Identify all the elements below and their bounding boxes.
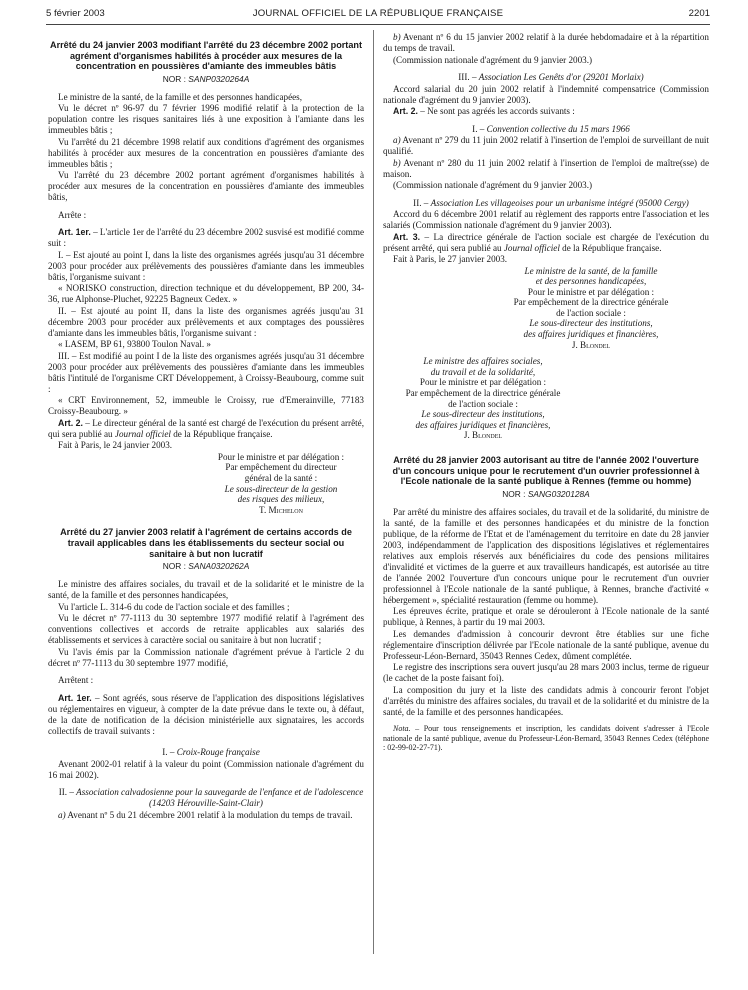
arrete-1-visa: Vu l'arrêté du 21 décembre 1998 relatif aux conditions d'agrément des organismes habilités à procéder aux mesures de la concentration en poussières d'amiante des immeubles bâtis ; [48,136,364,169]
arrete-2-section-2-heading: II. – Association calvadosienne pour la sauvegarde de l'enfance et de l'adolescence (14203 Hérouville-Saint-Clair) [58,787,364,809]
arrete-2-section-2-commission: (Commission nationale d'agrément du 9 janvier 2003.) [393,54,593,65]
arrete-3-title: Arrêté du 28 janvier 2003 autorisant au titre de l'année 2002 l'ouverture d'un concours unique pour le recrutement d'un ouvrier professionnel à l'Ecole nationale de la santé publique à Rennes (femme ou homme) [392,455,700,487]
header-page-number: 2201 [688,8,710,19]
arrete-1-intro: Le ministre de la santé, de la famille et des personnes handicapées, [58,91,303,102]
arrete-2-excluded-2-text: Accord du 6 décembre 2001 relatif au règlement des rapports entre l'association et les salariés (Commission nationale d'agrément du 9 janvier 2003). [383,209,709,230]
signatory-name: J. Blondel [463,430,503,441]
arrete-1-point-2: II. – Est ajouté au point II, dans la liste des organismes agréés jusqu'au 31 décembre 2003 pour procéder aux prélèvements et aux comptages des poussières d'amiante dans les immeubles bâtis, l'organisme suivant : [48,305,364,338]
arrete-2-excluded-1-a: a) Avenant nº 279 du 11 juin 2002 relatif à l'insertion de l'emploi de surveillant de nuit qualifié. [383,135,709,156]
arrete-2-arretent: Arrêtent : [58,675,94,686]
arrete-3-paragraph: Les demandes d'admission à concourir devront être établies sur une fiche réglementaire d'inscription délivrée par l'Ecole nationale de la santé publique, avenue du Professeur-Léon-Bernard, 35043 Rennes Cedex, dûment complétée. [383,628,709,661]
arrete-1-visa: Vu l'arrêté du 23 décembre 2002 portant agrément d'organismes habilités à procéder aux mesures de la concentration en poussières d'amiante des immeubles bâtis, [48,170,364,203]
arrete-1-fait: Fait à Paris, le 24 janvier 2003. [58,440,173,451]
arrete-3-nor: NOR : SANG0320128A [502,488,590,499]
arrete-1-visa: Vu le décret nº 96-97 du 7 février 1996 modifié relatif à la protection de la population contre les risques sanitaires liés à une exposition à l'amiante dans les immeubles bâtis ; [48,103,364,136]
arrete-2-excluded-1-heading: I. – Convention collective du 15 mars 1966 [472,123,630,134]
arrete-2-section-2-b: b) Avenant nº 6 du 15 janvier 2002 relatif à la durée hebdomadaire et à la répartition du temps de travail. [383,32,709,53]
arrete-2-section-1-text: Avenant 2002-01 relatif à la valeur du point (Commission nationale d'agrément du 16 mai 2002). [48,758,364,780]
header-rule [46,24,710,25]
left-column [48,32,364,821]
arrete-1-signature: Pour le ministre et par délégation : Par empêchement du directeur général de la santé : Le sous-directeur de la gestion des risques des milieux, T. Michelon [198,452,364,516]
arrete-2-visa: Vu l'avis émis par la Commission nationale d'agrément prévue à l'article 2 du décret nº 77-1113 du 30 septembre 1977 modifié, [48,646,364,668]
page-header [46,8,710,24]
arrete-3-paragraph: La composition du jury et la liste des candidats admis à concourir feront l'objet d'arrêtés du ministre des affaires sociales, du travail et de la solidarité et du ministre de la santé, de la famille et des personnes handicapées. [383,684,709,717]
arrete-1-article-2: Art. 2. – Le directeur général de la santé est chargé de l'exécution du présent arrêté, qui sera publié au Journal officiel de la République française. [48,417,364,439]
arrete-2-fait: Fait à Paris, le 27 janvier 2003. [393,254,508,264]
arrete-3-nota: Nota. – Pour tous renseignements et inscription, les candidats doivent s'adresser à l'Ecole nationale de la santé publique, avenue du Professeur-Léon-Bernard, 35043 Rennes Cedex (téléphone : 02-99-02-27-71). [383,724,709,753]
arrete-1-point-1-org: « NORISKO construction, direction technique et du développement, BP 200, 34-36, rue Alphonse-Pluchet, 92225 Bagneux Cedex. » [48,283,364,305]
arrete-1-nor: NOR : SANP0320264A [162,73,250,84]
arrete-2-title: Arrêté du 27 janvier 2003 relatif à l'agrément de certains accords de travail applicables dans les établissements du secteur social ou sanitaire à but non lucratif [60,527,352,559]
arrete-2-section-3-text: Accord salarial du 20 juin 2002 relatif à l'indemnité compensatrice (Commission nationale d'agrément du 9 janvier 2003). [383,83,709,105]
arrete-2-section-1-heading: I. – Croix-Rouge française [162,747,260,758]
arrete-2-section-3-heading: III. – Association Les Genêts d'or (29201 Morlaix) [458,72,644,82]
arrete-1-point-3-org: « CRT Environnement, 52, immeuble le Croissy, rue d'Emerainville, 77183 Croissy-Beaubourg. » [48,395,364,417]
arrete-1-arrete: Arrête : [58,209,87,220]
arrete-2-signature-sante: Le ministre de la santé, de la famille et des personnes handicapées, Pour le ministre et par délégation : Par empêchement de la directrice générale de l'action sociale : Le sous-directeur des institutions, des affaires juridiques et financières, J. Blondel [473,266,709,351]
signatory-name: T. Michelon [259,504,303,515]
column-divider [373,30,374,954]
arrete-2-excluded-1-commission: (Commission nationale d'agrément du 9 janvier 2003.) [393,180,593,190]
right-column [383,32,709,754]
signatory-name: J. Blondel [571,339,611,350]
arrete-2-excluded-1-b: b) Avenant nº 280 du 11 juin 2002 relatif à l'insertion de l'emploi de maître(sse) de maison. [383,157,709,179]
arrete-2-signature-affaires-sociales: Le ministre des affaires sociales, du travail et de la solidarité, Pour le ministre et par délégation : Par empêchement de la directrice générale de l'action sociale : Le sous-directeur des institutions, des affaires juridiques et financières, J. Blondel [383,356,583,441]
arrete-3-paragraph: Les épreuves écrite, pratique et orale se dérouleront à l'Ecole nationale de la santé publique, à Rennes, à partir du 19 mai 2003. [383,606,709,628]
arrete-1-point-1: I. – Est ajouté au point I, dans la liste des organismes agréés jusqu'au 31 décembre 2003 pour procéder aux prélèvements des poussières d'amiante dans les immeubles bâtis, l'organisme suivant : [48,249,364,282]
header-date: 5 février 2003 [46,8,105,19]
arrete-2-visa: Vu le décret nº 77-1113 du 30 septembre 1977 modifié relatif à l'agrément des conventions collectives et accords de retraite applicables aux salariés des établissements et services à caractère social ou sanitaire à but non lucratif ; [48,613,364,646]
arrete-2-article-1: Art. 1er. – Sont agréés, sous réserve de l'application des dispositions législatives ou réglementaires en vigueur, à compter de la date prévue dans le texte ou, à défaut, de la date de notification de la décision ministérielle aux signataires, les accords collectifs de travail suivants : [48,692,364,736]
arrete-2-section-2-a: a) Avenant nº 5 du 21 décembre 2001 relatif à la modulation du temps de travail. [58,809,353,820]
arrete-2-article-2: Art. 2. – Ne sont pas agréés les accords suivants : [393,106,575,116]
header-journal-title: JOURNAL OFFICIEL DE LA RÉPUBLIQUE FRANÇAISE [252,8,504,19]
arrete-1-article-1: Art. 1er. – L'article 1er de l'arrêté du 23 décembre 2002 susvisé est modifié comme suit : [48,227,365,249]
arrete-3-paragraph: Le registre des inscriptions sera ouvert jusqu'au 28 mars 2003 inclus, terme de rigueur (le cachet de la poste faisant foi). [383,662,709,684]
arrete-3-paragraph: Par arrêté du ministre des affaires sociales, du travail et de la solidarité, du ministre de la santé, de la famille et des personnes handicapées et du ministre de la fonction publique, de la réforme de l'Etat et de l'aménagement du territoire en date du 28 janvier 2003, indépendamment de l'application des dispositions législatives et réglementaires relatives aux emplois réservés aux bénéficiaires du code des pensions militaires d'invalidité et victimes de la guerre et aux travailleurs handicapés, est autorisée au titre de l'année 2002 l'ouverture d'un concours unique pour le recrutement d'un ouvrier professionnel à l'Ecole nationale de la santé publique, à Rennes, branche d'activité « hébergement », spécialité restauration (femme ou homme). [383,506,709,605]
arrete-2-article-3: Art. 3. – La directrice générale de l'action sociale est chargée de l'exécution du présent arrêté, qui sera publié au Journal officiel de la République française. [383,231,709,253]
arrete-2-nor: NOR : SANA0320262A [162,561,250,572]
arrete-2-excluded-2-heading: II. – Association Les villageoises pour un urbanisme intégré (95000 Cergy) [413,197,689,208]
arrete-1-point-3: III. – Est modifié au point I de la liste des organismes agréés jusqu'au 31 décembre 2003 pour procéder aux prélèvements des poussières d'amiante dans les immeubles bâtis l'intitulé de l'organisme CRT Développement, à Croissy-Beaubourg, comme suit : [48,350,364,394]
arrete-2-visa: Vu l'article L. 314-6 du code de l'action sociale et des familles ; [58,601,290,612]
arrete-1-point-2-org: « LASEM, BP 61, 93800 Toulon Naval. » [58,339,211,350]
arrete-2-intro: Le ministre des affaires sociales, du travail et de la solidarité et le ministre de la santé, de la famille et des personnes handicapées, [48,579,364,601]
arrete-1-title: Arrêté du 24 janvier 2003 modifiant l'arrêté du 23 décembre 2002 portant agrément d'organismes habilités à procéder aux mesures de la concentration en poussières d'amiante des immeubles bâtis [50,40,362,72]
